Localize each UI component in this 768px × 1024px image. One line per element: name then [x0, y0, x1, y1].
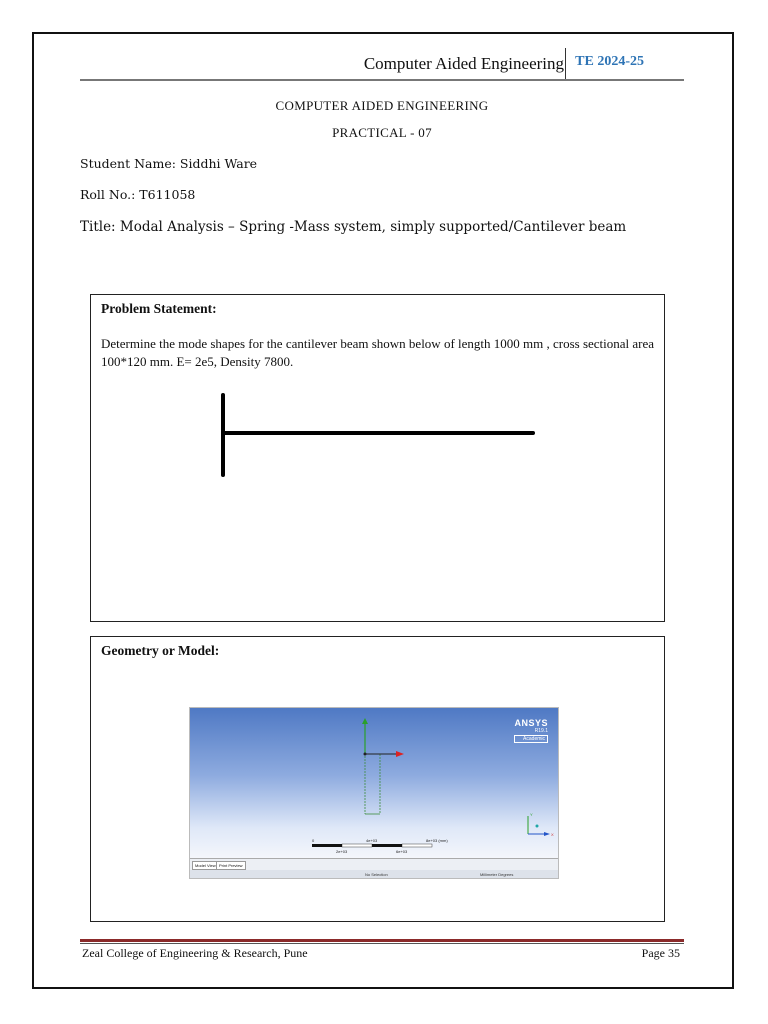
header-rule: [80, 79, 684, 81]
geometry-heading: Geometry or Model:: [101, 643, 220, 658]
corner-triad-z: [536, 825, 539, 828]
ansys-status-bar: [190, 870, 558, 879]
footer-rule-thick: [80, 939, 684, 942]
scale-label-8e3: 8e+03 (mm): [426, 838, 448, 843]
scale-label-2e3: 2e+03: [336, 849, 348, 854]
header-badge: TE 2024-25: [575, 54, 644, 69]
scale-label-0: 0: [312, 838, 315, 843]
scale-seg-4: [402, 844, 432, 847]
header-divider: [565, 48, 566, 80]
student-name: Student Name: Siddhi Ware: [80, 156, 258, 171]
tab-print-preview[interactable]: Print Preview: [216, 861, 246, 870]
problem-heading: Problem Statement:: [101, 301, 217, 316]
footer-rule-thin: [80, 943, 684, 944]
footer-page-number: Page 35: [641, 946, 680, 960]
status-units: Millimeter Degrees: [480, 872, 514, 877]
ansys-model-drawing: [190, 708, 559, 858]
scale-seg-2: [342, 844, 372, 847]
tab-model-view[interactable]: Model View: [192, 861, 219, 870]
ansys-viewport: [190, 708, 558, 858]
triad-x-arrow: [396, 751, 404, 757]
geometry-box: [90, 636, 665, 922]
scale-seg-3: [372, 844, 402, 847]
triad-y-arrow: [362, 718, 368, 724]
corner-triad-x-arrow: [544, 832, 550, 836]
ansys-edition: Academic: [514, 735, 548, 743]
footer-college: Zeal College of Engineering & Research, Pune: [82, 946, 308, 960]
problem-statement-box: [90, 294, 665, 622]
ansys-version: R19.1: [534, 728, 548, 734]
problem-text: Determine the mode shapes for the cantilever beam shown below of length 1000 mm , cross sectional area 100*120 mm. E= 2e5, Density 7800.: [101, 336, 655, 369]
ansys-brand: ANSYS: [514, 718, 548, 728]
header-title: Computer Aided Engineering: [363, 54, 564, 73]
status-selection: No Selection: [365, 872, 388, 877]
corner-triad-x-label: X: [551, 832, 554, 837]
practical-number: PRACTICAL - 07: [332, 125, 432, 140]
doc-heading: COMPUTER AIDED ENGINEERING: [275, 98, 489, 113]
ansys-screenshot: [189, 707, 559, 879]
practical-title: Title: Modal Analysis – Spring -Mass system, simply supported/Cantilever beam: [80, 219, 627, 235]
roll-number: Roll No.: T611058: [80, 187, 196, 202]
origin-point: [364, 753, 367, 756]
page-header: [80, 46, 684, 80]
scale-label-6e3: 6e+03: [396, 849, 408, 854]
corner-triad-y-label: Y: [530, 812, 533, 817]
scale-label-4e3: 4e+03: [366, 838, 378, 843]
cantilever-beam-figure: [211, 387, 541, 487]
scale-seg-1: [312, 844, 342, 847]
